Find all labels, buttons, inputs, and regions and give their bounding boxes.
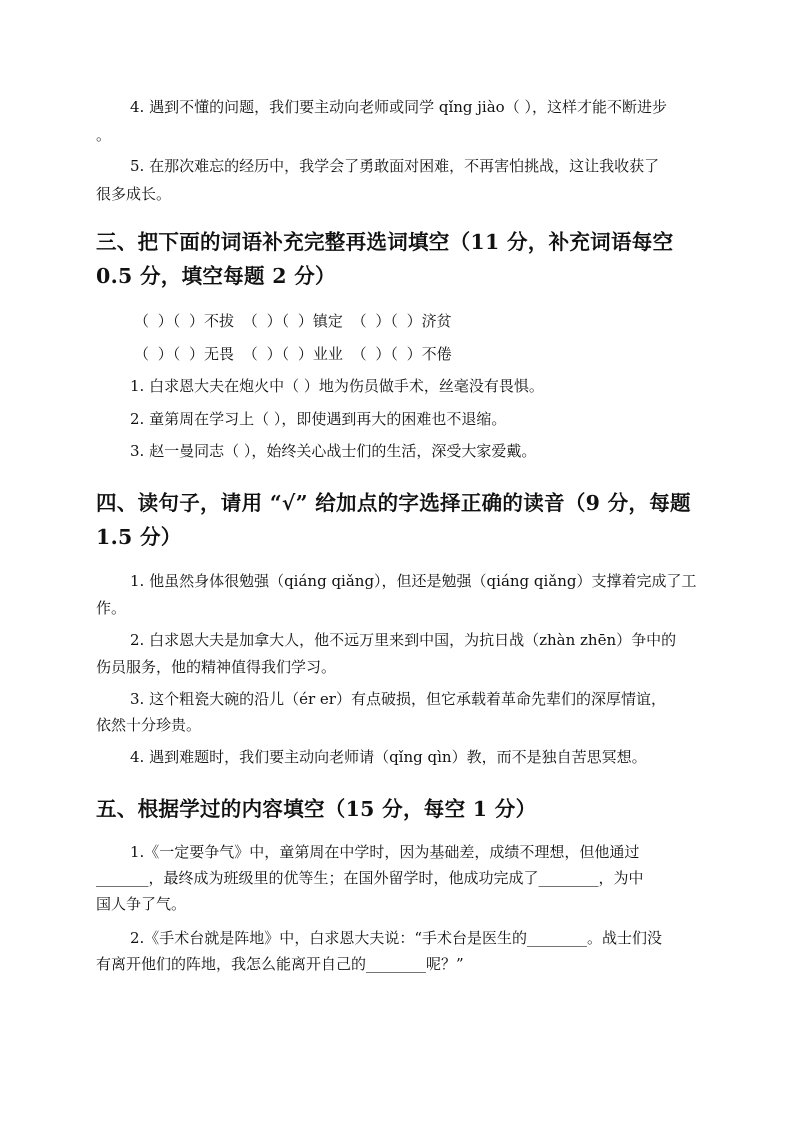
section-4-question-2-line-2: 伤员服务，他的精神值得我们学习。: [96, 658, 337, 676]
section-5-question-1-line-1: 1.《一定要争气》中，童第周在中学时，因为基础差，成绩不理想，但他通过: [130, 843, 640, 861]
section-4-question-1-line-1: 1. 他虽然身体很勉强（qiáng qiǎng），但还是勉强（qiáng qiǎng）支撑着完成了工: [130, 572, 697, 590]
section-4-heading-line-1: 四、读句子，请用 “√” 给加点的字选择正确的读音（9 分，每题: [96, 491, 691, 515]
section-4-heading-line-2: 1.5 分）: [96, 525, 182, 549]
section-3-question-2: 2. 童第周在学习上（ ），即使遇到再大的困难也不退缩。: [130, 410, 507, 428]
section-3-question-3: 3. 赵一曼同志（ ），始终关心战士们的生活，深受大家爱戴。: [130, 442, 537, 460]
section-4-question-1-line-2: 作。: [96, 599, 127, 617]
section-5-question-2-line-1: 2.《手术台就是阵地》中，白求恩大夫说：“手术台是医生的________。战士们没: [130, 929, 662, 947]
section-5-question-1-line-2: _______，最终成为班级里的优等生；在国外留学时，他成功完成了________，为中: [96, 869, 644, 887]
section-5-question-2-line-2: 有离开他们的阵地，我怎么能离开自己的________呢？”: [96, 955, 464, 973]
section-4-question-2-line-1: 2. 白求恩大夫是加拿大人，他不远万里来到中国，为抗日战（zhàn zhēn）争中的: [130, 631, 677, 649]
word-fill-row-2: （ ）（ ）无畏 （ ）（ ）业业 （ ）（ ）不倦: [134, 345, 452, 363]
section-3-question-1: 1. 白求恩大夫在炮火中（ ）地为伤员做手术，丝毫没有畏惧。: [130, 377, 544, 395]
section-5-heading: 五、根据学过的内容填空（15 分，每空 1 分）: [96, 797, 537, 821]
question-5-line-2: 很多成长。: [96, 185, 172, 203]
section-4-question-4-line-1: 4. 遇到难题时，我们要主动向老师请（qǐng qìn）教，而不是独自苦思冥想。: [130, 748, 647, 766]
section-4-question-3-line-2: 依然十分珍贵。: [96, 716, 202, 734]
section-3-heading-line-2: 0.5 分，填空每题 2 分）: [96, 264, 336, 288]
section-3-heading-line-1: 三、把下面的词语补充完整再选词填空（11 分，补充词语每空: [96, 230, 674, 254]
section-4-question-3-line-1: 3. 这个粗瓷大碗的沿儿（ér er）有点破损，但它承载着革命先辈们的深厚情谊，: [130, 690, 666, 708]
question-4-line-1: 4. 遇到不懂的问题，我们要主动向老师或同学 qǐng jiào（ ），这样才能不断进步: [130, 98, 667, 116]
question-4-line-2: 。: [96, 126, 112, 144]
word-fill-row-1: （ ）（ ）不拔 （ ）（ ）镇定 （ ）（ ）济贫: [134, 312, 452, 330]
section-5-question-1-line-3: 国人争了气。: [96, 895, 187, 913]
question-5-line-1: 5. 在那次难忘的经历中，我学会了勇敢面对困难，不再害怕挑战，这让我收获了: [130, 157, 660, 175]
